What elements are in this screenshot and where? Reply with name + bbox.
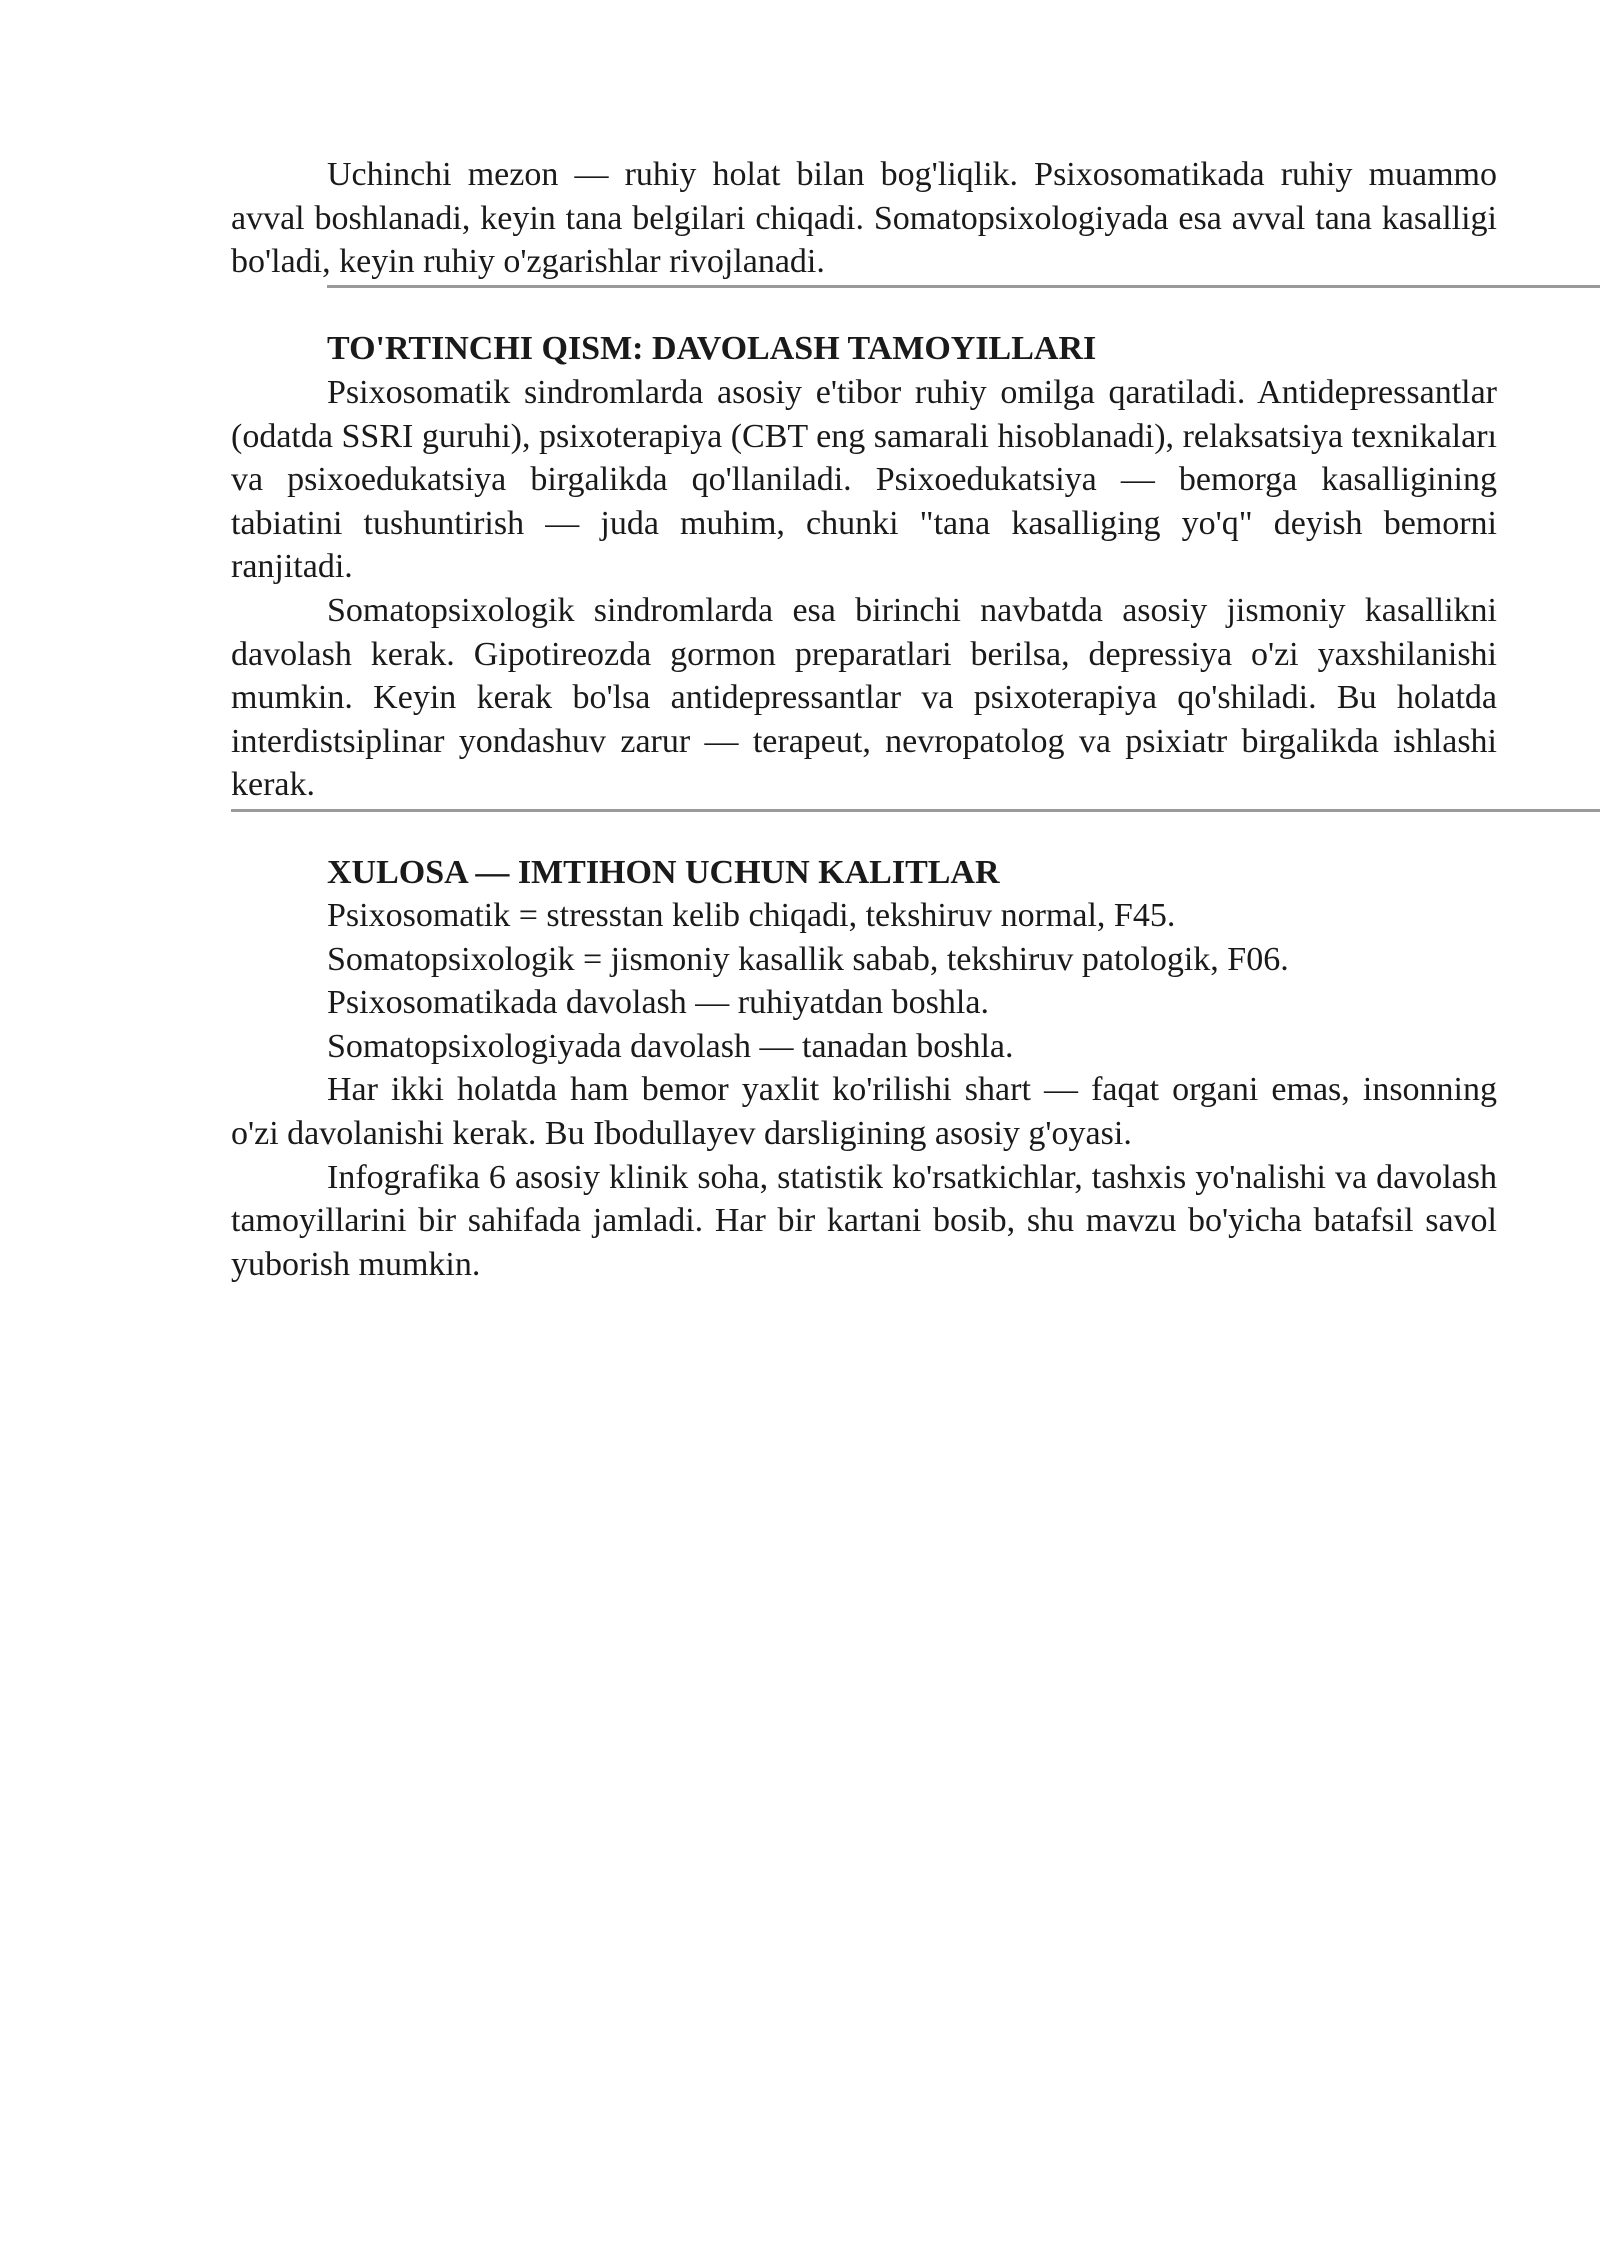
section-heading-davolash: TO'RTINCHI QISM: DAVOLASH TAMOYILLARI [327, 330, 1097, 368]
conclusion-line: Psixosomatik = stresstan kelib chiqadi, tekshiruv normal, F45. [327, 897, 1176, 935]
document-body [231, 153, 1497, 1286]
conclusion-line: Somatopsixologiyada davolash — tanadan boshla. [327, 1027, 1014, 1065]
conclusion-paragraph: Har ikki holatda ham bemor yaxlit ko'rilishi shart — faqat organi emas, insonning o'zi davolanishi kerak. Bu Ibodullayev darsligining asosiy g'oyasi. [231, 1071, 1497, 1153]
intro-paragraph: Uchinchi mezon — ruhiy holat bilan bog'liqlik. Psixosomatikada ruhiy muammo avval boshlanadi, keyin tana belgilari chiqadi. Somatopsixologiyada esa avval tana kasalligi bo'ladi, keyin ruhiy o'zgarishlar rivojlanadi. [231, 156, 1497, 281]
paragraph-psixosomatik-davolash: Psixosomatik sindromlarda asosiy e'tibor ruhiy omilga qaratiladi. Antidepressantlar (odatda SSRI guruhi), psixoterapiya (CBT eng samarali hisoblanadi), relaksatsiya texnikaları va psixoedukatsiya birgalikda qo'llaniladi. Psixoedukatsiya — bemorga kasalligining tabiatini tushuntirish — juda muhim, chunki "tana kasalliging yo'q" deyish bemorni ranjitadi. [231, 373, 1497, 586]
section-heading-xulosa: XULOSA — IMTIHON UCHUN KALITLAR [327, 853, 1000, 891]
spacer [231, 284, 1497, 328]
spacer [231, 807, 1497, 851]
paragraph-somatopsixologik-davolash: Somatopsixologik sindromlarda esa birinchi navbatda asosiy jismoniy kasallikni davolash kerak. Gipotireozda gormon preparatlari berilsa, depressiya o'zi yaxshilanishi mumkin. Keyin kerak bo'lsa antidepressantlar va psixoterapiya qo'shiladi. Bu holatda interdistsiplinar yondashuv zarur — terapeut, nevropatolog va psixiatr birgalikda ishlashi kerak. [231, 591, 1497, 804]
conclusion-paragraph: Infografika 6 asosiy klinik soha, statistik ko'rsatkichlar, tashxis yo'nalishi va davolash tamoyillarini bir sahifada jamladi. Har bir kartani bosib, shu mavzu bo'yicha batafsil savol yuborish mumkin. [231, 1158, 1497, 1283]
conclusion-line: Psixosomatikada davolash — ruhiyatdan boshla. [327, 984, 989, 1022]
conclusion-line: Somatopsixologik = jismoniy kasallik sabab, tekshiruv patologik, F06. [327, 940, 1289, 978]
